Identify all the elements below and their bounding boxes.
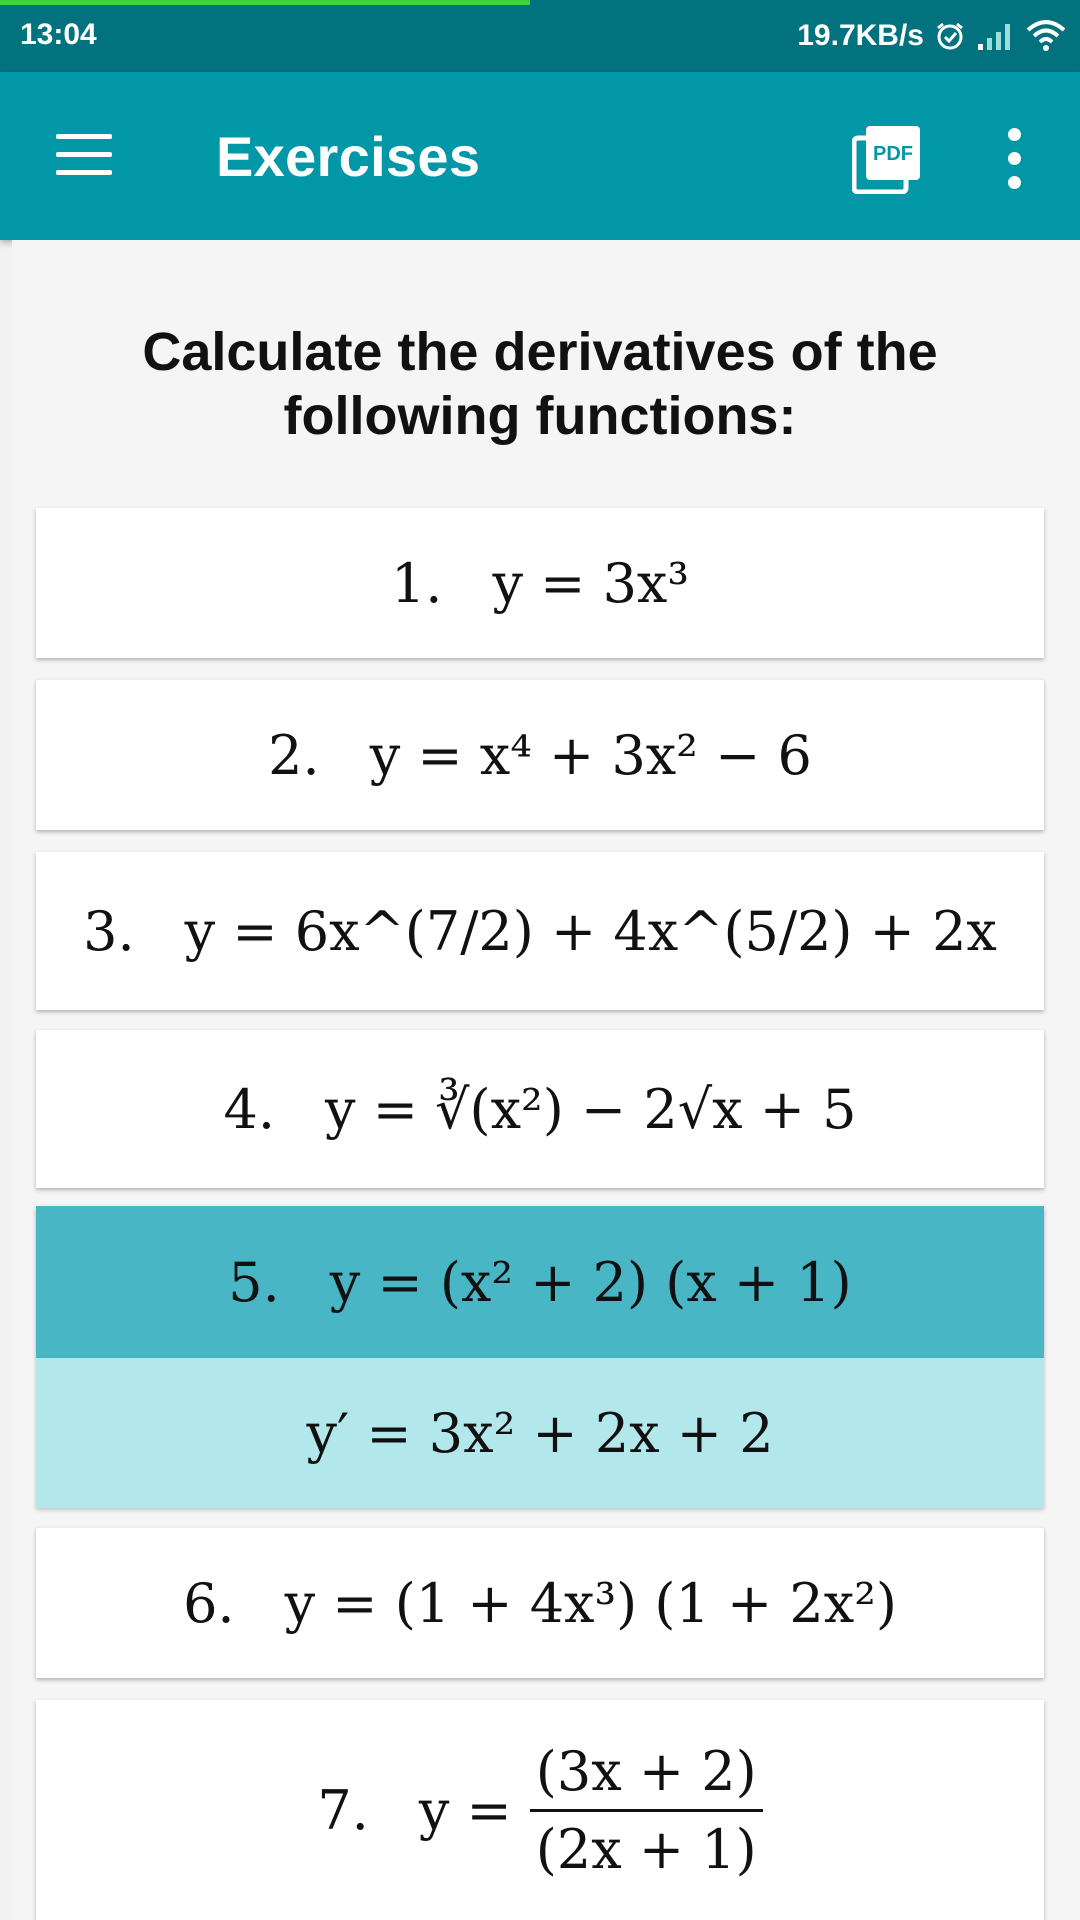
exercise-function: y = 3x³ — [492, 551, 690, 615]
exercise-card-4[interactable]: 4. y = ∛(x²) − 2√x + 5 — [36, 1030, 1044, 1188]
exercise-lhs: y = — [418, 1778, 512, 1842]
exercise-list — [12, 240, 1080, 1920]
wifi-icon — [1026, 20, 1066, 52]
fraction-denominator: (2x + 1) — [535, 1817, 757, 1881]
exercise-card-3[interactable]: 3. y = 6x^(7/2) + 4x^(5/2) + 2x — [36, 852, 1044, 1010]
pdf-label: PDF — [873, 143, 913, 165]
exercise-function: y = x⁴ + 3x² − 6 — [369, 723, 812, 787]
exercise-heading: Calculate the derivatives of the following functions: — [142, 322, 938, 446]
answer-derivative: y′ = 3x² + 2x + 2 — [306, 1401, 774, 1465]
menu-icon[interactable] — [44, 118, 124, 190]
exercise-card-2[interactable]: 2. y = x⁴ + 3x² − 6 — [36, 680, 1044, 830]
page-title: Exercises — [216, 125, 481, 188]
exercise-card-5[interactable]: 5. y = (x² + 2) (x + 1) — [36, 1206, 1044, 1358]
app-bar — [0, 72, 1080, 240]
exercise-function: y = (x² + 2) (x + 1) — [329, 1250, 852, 1314]
exercise-card-7[interactable]: 7. y = $\frac{(3x + 2)}{(2x + 1)}$ — [36, 1700, 1044, 1920]
alarm-icon — [934, 20, 966, 52]
exercise-function: y = ∛(x²) − 2√x + 5 — [325, 1077, 857, 1141]
exercise-answer-5 — [36, 1358, 1044, 1508]
status-bar — [0, 0, 1080, 72]
progress-bar — [0, 0, 530, 5]
exercise-function: y = 6x^(7/2) + 4x^(5/2) + 2x — [184, 899, 997, 963]
signal-icon — [976, 20, 1016, 52]
pdf-icon[interactable] — [852, 124, 922, 194]
exercise-card-1[interactable]: 1. y = 3x³ — [36, 508, 1044, 658]
more-vert-icon[interactable] — [986, 120, 1042, 196]
exercise-card-6[interactable]: 6. y = (1 + 4x³) (1 + 2x²) — [36, 1528, 1044, 1678]
status-icons — [797, 14, 1066, 58]
fraction — [530, 1740, 763, 1881]
exercise-function: y = (1 + 4x³) (1 + 2x²) — [284, 1571, 897, 1635]
fraction-numerator: (3x + 2) — [530, 1740, 763, 1812]
status-time: 13:04 — [20, 18, 97, 51]
network-speed: 19.7KB/s — [797, 19, 924, 52]
